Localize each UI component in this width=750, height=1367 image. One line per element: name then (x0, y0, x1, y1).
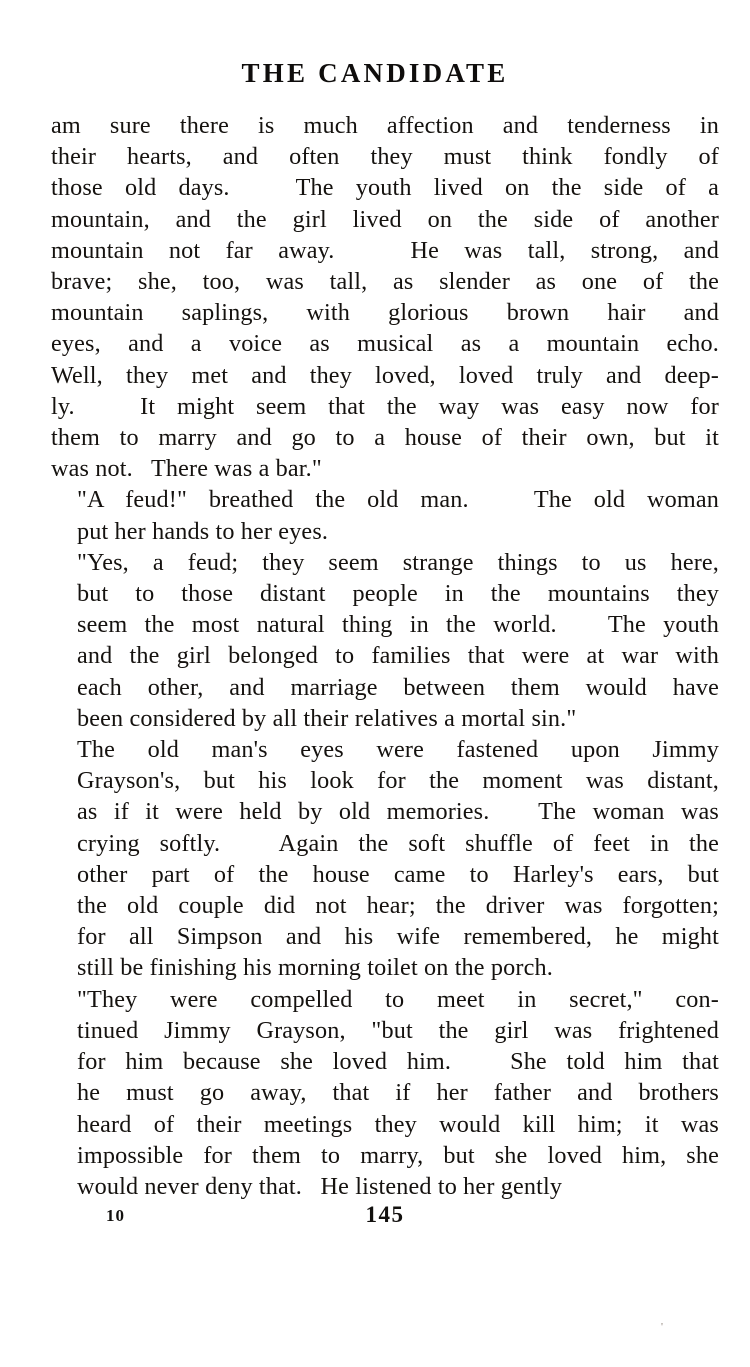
paragraph (51, 484, 719, 546)
text-line: their hearts, and often they must think fondly of (51, 143, 719, 171)
text-line: Well, they met and they loved, loved truly and deep- (51, 361, 719, 389)
paper-speck: ' (661, 1321, 663, 1333)
text-line: was not. There was a bar." (51, 455, 322, 483)
paragraph (51, 734, 719, 984)
text-line: as if it were held by old memories. The woman was (77, 798, 719, 826)
page-footer (51, 1202, 719, 1232)
running-head: THE CANDIDATE (241, 58, 509, 88)
text-line: mountain saplings, with glorious brown hair and (51, 299, 719, 327)
paragraph (51, 110, 719, 484)
body-text (51, 110, 719, 1202)
text-line: mountain not far away. He was tall, strong, and (51, 236, 719, 264)
text-line: The old man's eyes were fastened upon Jimmy (77, 736, 719, 764)
text-line: am sure there is much affection and tenderness in (51, 112, 719, 139)
text-line: those old days. The youth lived on the side of a (51, 174, 719, 202)
page-number: 145 (365, 1202, 405, 1227)
text-line: "A feud!" breathed the old man. The old woman (77, 486, 719, 514)
paragraph (51, 984, 719, 1202)
text-line: but to those distant people in the mountains they (77, 580, 719, 608)
text-line: heard of their meetings they would kill him; it was (77, 1110, 719, 1138)
text-line: for him because she loved him. She told him that (77, 1048, 719, 1076)
text-line: impossible for them to marry, but she loved him, she (77, 1141, 719, 1169)
text-line: for all Simpson and his wife remembered, he might (77, 923, 719, 951)
text-line: eyes, and a voice as musical as a mountain echo. (51, 330, 719, 358)
text-line: tinued Jimmy Grayson, "but the girl was frightened (77, 1016, 719, 1044)
text-line: ly. It might seem that the way was easy now for (51, 392, 719, 420)
text-line: been considered by all their relatives a mortal sin." (77, 704, 577, 732)
text-line: put her hands to her eyes. (77, 517, 329, 545)
signature-mark: 10 (106, 1206, 125, 1225)
text-line: and the girl belonged to families that were at war with (77, 642, 719, 670)
text-line: each other, and marriage between them would have (77, 673, 719, 701)
text-line: "Yes, a feud; they seem strange things to us here, (77, 548, 719, 576)
text-line: would never deny that. He listened to her gently (77, 1172, 563, 1200)
text-line: crying softly. Again the soft shuffle of feet in the (77, 829, 719, 857)
text-line: "They were compelled to meet in secret," con- (77, 985, 719, 1013)
text-line: other part of the house came to Harley's ears, but (77, 860, 719, 888)
text-line: them to marry and go to a house of their own, but it (51, 424, 719, 452)
text-line: seem the most natural thing in the world. The youth (77, 611, 719, 639)
text-line: still be finishing his morning toilet on the porch. (77, 954, 553, 982)
text-line: he must go away, that if her father and brothers (77, 1079, 719, 1107)
text-line: mountain, and the girl lived on the side of another (51, 205, 719, 233)
text-line: brave; she, too, was tall, as slender as one of the (51, 268, 719, 296)
text-line: the old couple did not hear; the driver was forgotten; (77, 892, 719, 920)
paragraph (51, 547, 719, 734)
text-line: Grayson's, but his look for the moment was distant, (77, 767, 719, 795)
